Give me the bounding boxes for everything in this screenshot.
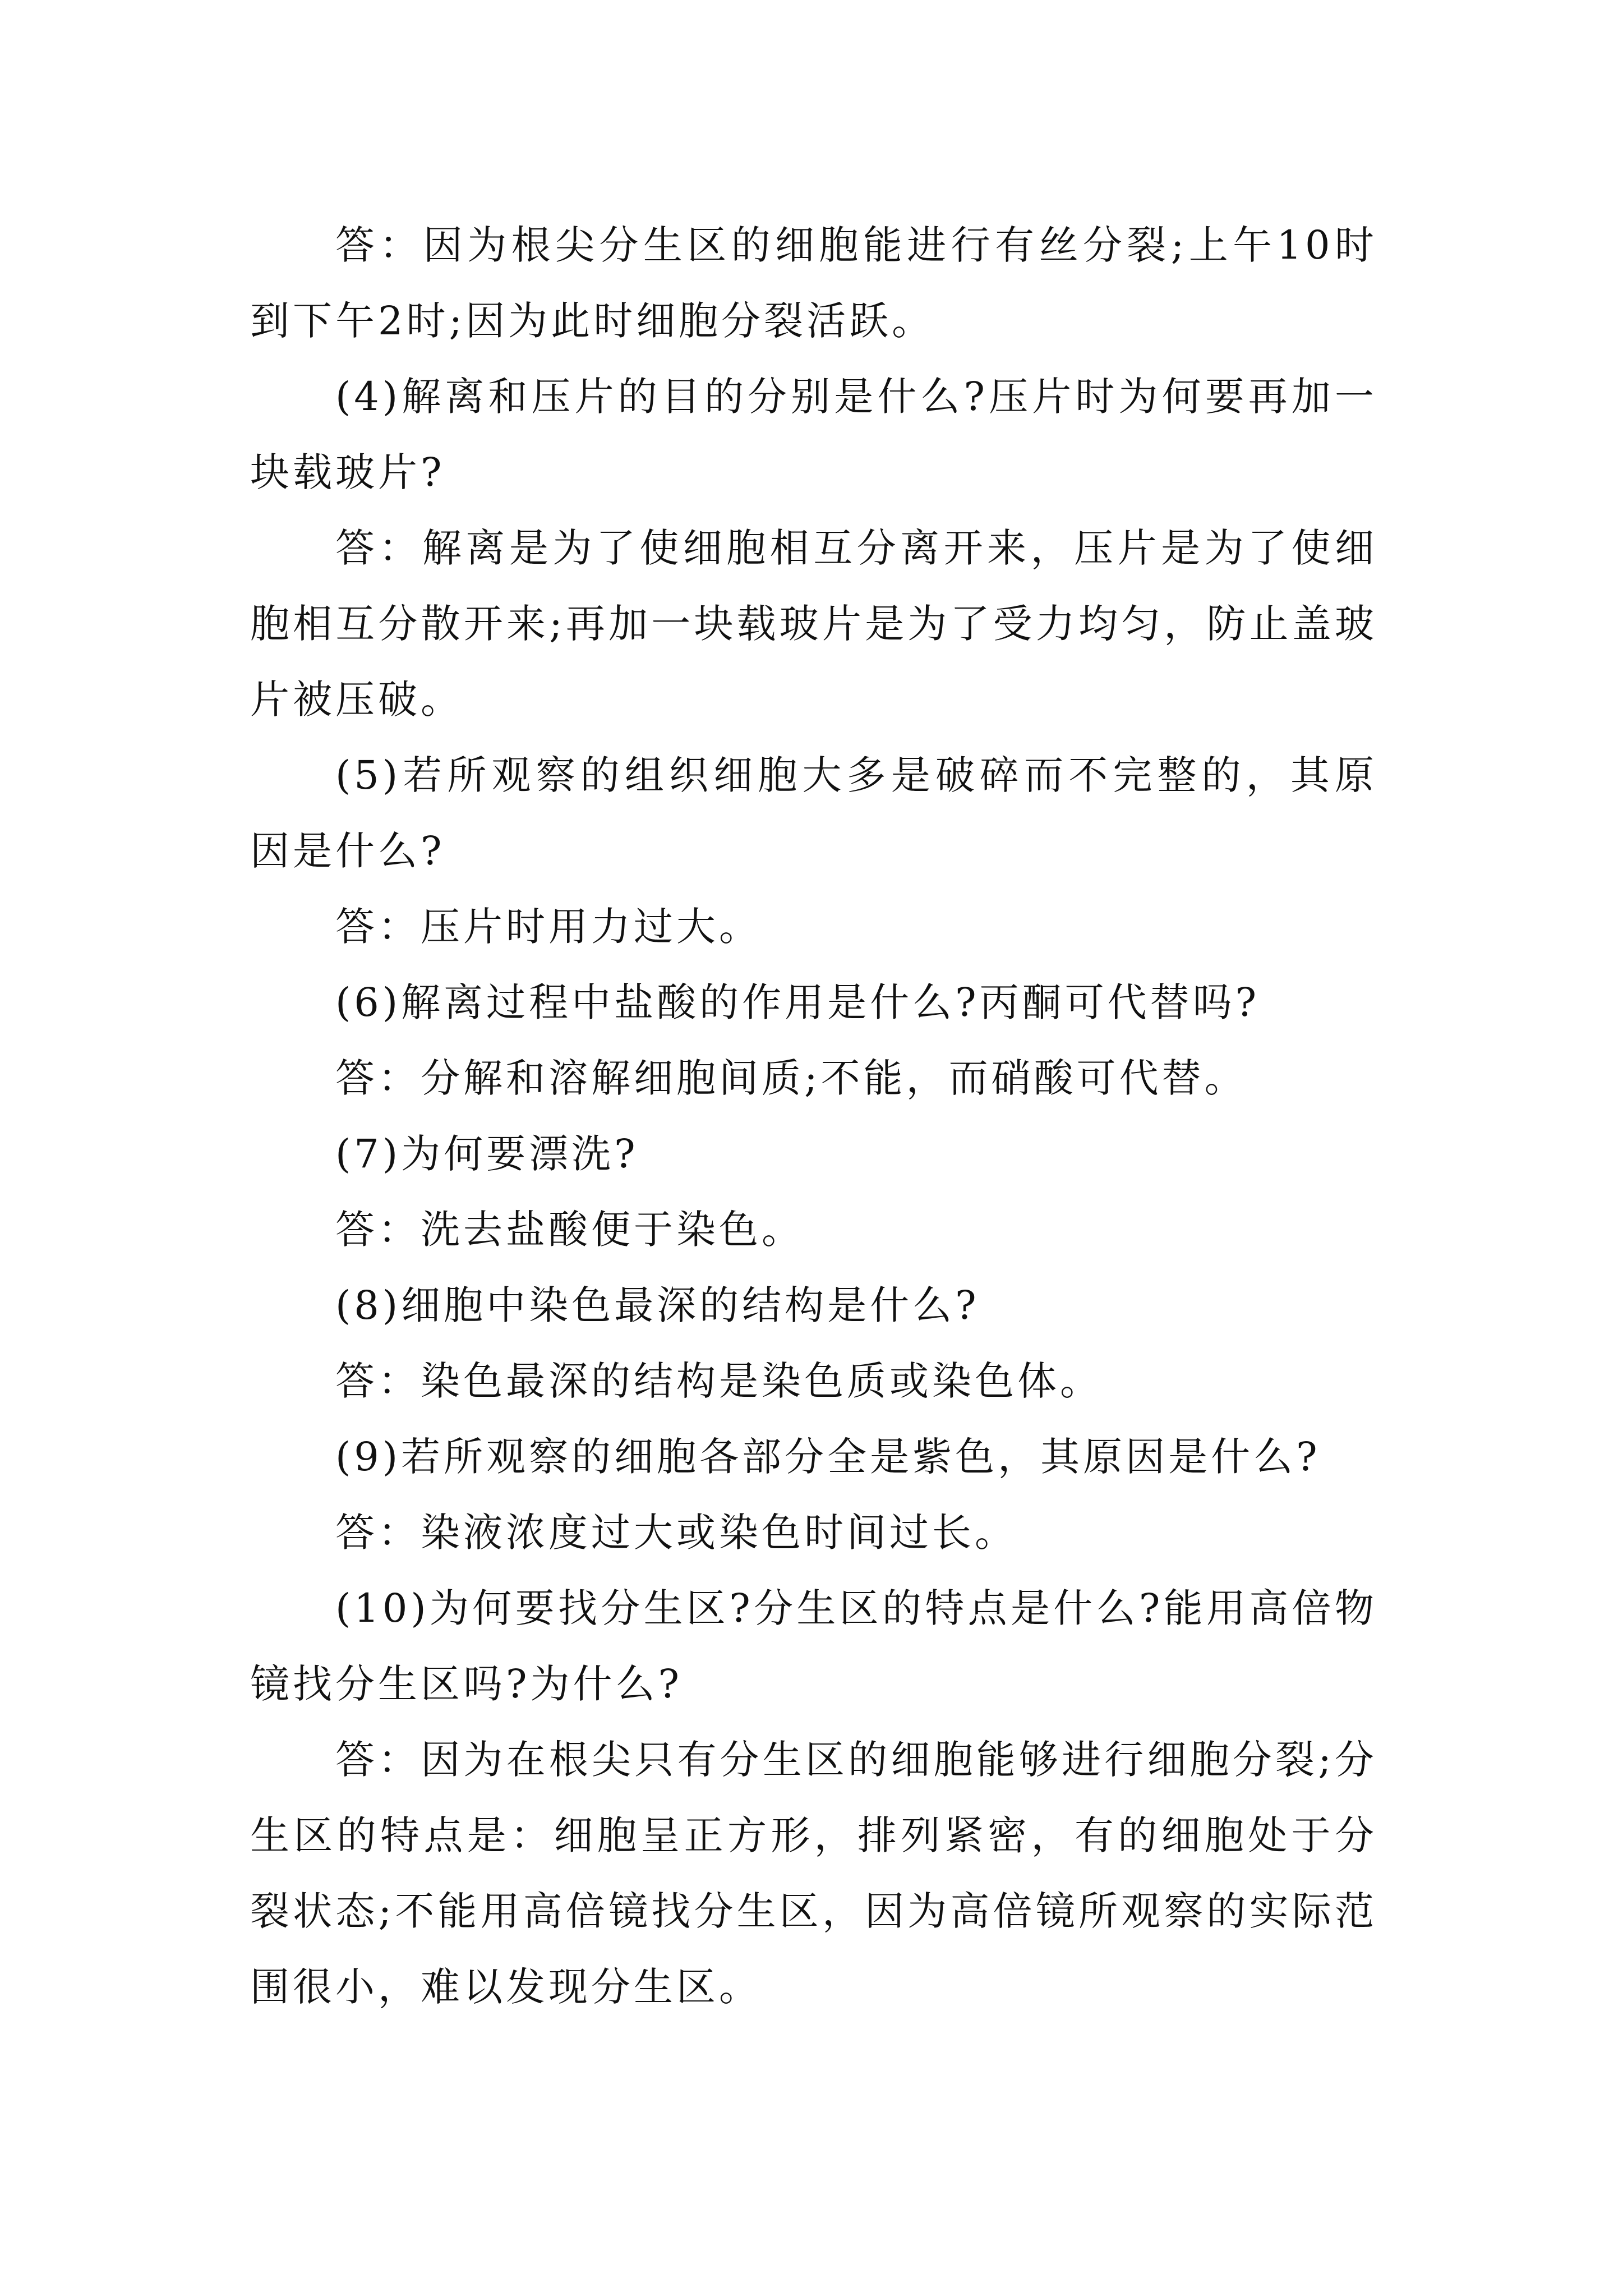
paragraph-answer-6: 答：分解和溶解细胞间质;不能，而硝酸可代替。 bbox=[335, 1055, 1247, 1101]
paragraph-answer-5: 答：压片时用力过大。 bbox=[335, 904, 762, 950]
document-body bbox=[250, 208, 1377, 2025]
paragraph-answer-4: 答：解离是为了使细胞相互分离开来，压片是为了使细胞相互分散开来;再加一块载玻片是为了受力均匀，防止盖玻片被压破。 bbox=[250, 525, 1377, 723]
paragraph-answer-8: 答：染色最深的结构是染色质或染色体。 bbox=[335, 1358, 1103, 1404]
paragraph-answer-7: 答：洗去盐酸便于染色。 bbox=[335, 1207, 804, 1253]
paragraph-answer-9: 答：染液浓度过大或染色时间过长。 bbox=[335, 1510, 1017, 1556]
paragraph-answer-3: 答：因为根尖分生区的细胞能进行有丝分裂;上午10时到下午2时;因为此时细胞分裂活跃。 bbox=[250, 222, 1377, 344]
paragraph-question-8: (8)细胞中染色最深的结构是什么? bbox=[335, 1282, 980, 1328]
paragraph-question-4: (4)解离和压片的目的分别是什么?压片时为何要再加一块载玻片? bbox=[250, 374, 1377, 495]
paragraph-answer-10: 答：因为在根尖只有分生区的细胞能够进行细胞分裂;分生区的特点是：细胞呈正方形，排列紧密，有的细胞处于分裂状态;不能用高倍镜找分生区，因为高倍镜所观察的实际范围很小，难以发现分生区。 bbox=[250, 1737, 1377, 2010]
paragraph-question-7: (7)为何要漂洗? bbox=[335, 1131, 639, 1177]
paragraph-question-5: (5)若所观察的组织细胞大多是破碎而不完整的，其原因是什么? bbox=[250, 752, 1377, 874]
paragraph-question-10: (10)为何要找分生区?分生区的特点是什么?能用高倍物镜找分生区吗?为什么? bbox=[250, 1585, 1377, 1707]
paragraph-question-6: (6)解离过程中盐酸的作用是什么?丙酮可代替吗? bbox=[335, 979, 1260, 1025]
paragraph-question-9: (9)若所观察的细胞各部分全是紫色，其原因是什么? bbox=[335, 1434, 1321, 1480]
